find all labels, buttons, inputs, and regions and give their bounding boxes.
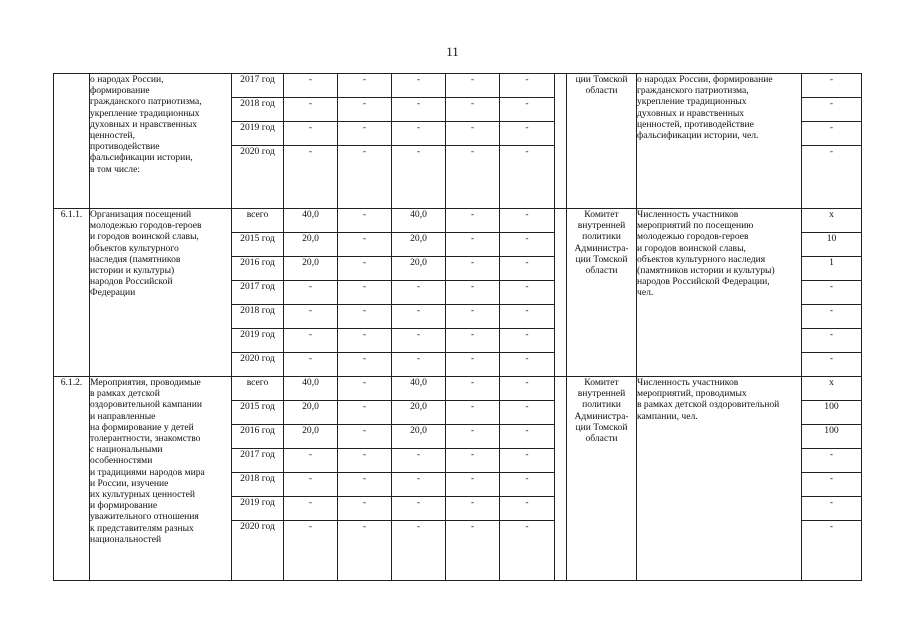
period-cell: 2018 год <box>232 473 284 497</box>
period-cell: 2016 год <box>232 425 284 449</box>
funding-regional-cell: - <box>392 353 446 377</box>
funding-regional-cell: 20,0 <box>392 425 446 449</box>
funding-total-cell: - <box>284 473 338 497</box>
funding-regional-cell: - <box>392 146 446 209</box>
funding-total-cell: - <box>284 329 338 353</box>
funding-regional-cell: - <box>392 281 446 305</box>
indicator-value-cell: - <box>802 74 862 98</box>
funding-regional-cell: - <box>392 74 446 98</box>
funding-extra-cell: - <box>500 74 555 98</box>
funding-extra-cell: - <box>500 353 555 377</box>
indicator-value-cell: 100 <box>802 425 862 449</box>
funding-extra-cell: - <box>500 281 555 305</box>
funding-extra-cell: - <box>500 401 555 425</box>
indicator-value-cell: - <box>802 122 862 146</box>
funding-local-cell: - <box>446 449 500 473</box>
funding-extra-cell: - <box>500 473 555 497</box>
funding-local-cell: - <box>446 98 500 122</box>
funding-extra-cell: - <box>500 377 555 401</box>
funding-local-cell: - <box>446 521 500 581</box>
funding-federal-cell: - <box>338 74 392 98</box>
funding-local-cell: - <box>446 281 500 305</box>
period-cell: 2018 год <box>232 305 284 329</box>
funding-local-cell: - <box>446 305 500 329</box>
funding-total-cell: 20,0 <box>284 425 338 449</box>
funding-regional-cell: - <box>392 329 446 353</box>
funding-regional-cell: 40,0 <box>392 209 446 233</box>
executor-cell: Комитет внутренней политики Администра- ции Томской области <box>567 377 637 581</box>
funding-extra-cell: - <box>500 209 555 233</box>
funding-federal-cell: - <box>338 497 392 521</box>
indicator-value-cell: - <box>802 98 862 122</box>
period-cell: 2018 год <box>232 98 284 122</box>
funding-local-cell: - <box>446 401 500 425</box>
indicator-value-cell: 1 <box>802 257 862 281</box>
indicator-cell: Численность участников мероприятий, проводимых в рамках детской оздоровительной кампании, чел. <box>637 377 802 581</box>
indicator-value-cell: х <box>802 209 862 233</box>
funding-total-cell: - <box>284 305 338 329</box>
funding-total-cell: - <box>284 521 338 581</box>
funding-local-cell: - <box>446 329 500 353</box>
funding-local-cell: - <box>446 233 500 257</box>
funding-total-cell: 40,0 <box>284 377 338 401</box>
indicator-value-cell: - <box>802 449 862 473</box>
spacer-cell <box>555 74 567 209</box>
funding-federal-cell: - <box>338 233 392 257</box>
period-cell: 2016 год <box>232 257 284 281</box>
funding-local-cell: - <box>446 209 500 233</box>
spacer-cell <box>555 209 567 377</box>
table-row <box>54 377 862 401</box>
period-cell: 2020 год <box>232 146 284 209</box>
indicator-value-cell: х <box>802 377 862 401</box>
funding-regional-cell: - <box>392 98 446 122</box>
spacer-cell <box>555 377 567 581</box>
indicator-cell: о народах России, формирование гражданского патриотизма, укрепление традиционных духовных и нравственных ценностей, противодействие фальсификации истории, чел. <box>637 74 802 209</box>
funding-local-cell: - <box>446 425 500 449</box>
period-cell: 2017 год <box>232 74 284 98</box>
funding-total-cell: - <box>284 74 338 98</box>
funding-extra-cell: - <box>500 257 555 281</box>
funding-local-cell: - <box>446 257 500 281</box>
funding-extra-cell: - <box>500 521 555 581</box>
funding-extra-cell: - <box>500 146 555 209</box>
funding-extra-cell: - <box>500 329 555 353</box>
funding-total-cell: - <box>284 281 338 305</box>
indicator-value-cell: - <box>802 521 862 581</box>
funding-federal-cell: - <box>338 425 392 449</box>
indicator-value-cell: - <box>802 329 862 353</box>
funding-extra-cell: - <box>500 98 555 122</box>
period-cell: всего <box>232 377 284 401</box>
indicator-value-cell: - <box>802 497 862 521</box>
funding-federal-cell: - <box>338 305 392 329</box>
period-cell: 2020 год <box>232 353 284 377</box>
period-cell: 2019 год <box>232 497 284 521</box>
funding-total-cell: - <box>284 122 338 146</box>
item-code: 6.1.1. <box>54 209 90 377</box>
funding-total-cell: - <box>284 98 338 122</box>
indicator-value-cell: - <box>802 353 862 377</box>
item-code <box>54 74 90 209</box>
indicator-value-cell: - <box>802 281 862 305</box>
funding-federal-cell: - <box>338 473 392 497</box>
funding-local-cell: - <box>446 377 500 401</box>
funding-regional-cell: 20,0 <box>392 257 446 281</box>
table-row <box>54 74 862 98</box>
period-cell: 2015 год <box>232 401 284 425</box>
funding-local-cell: - <box>446 146 500 209</box>
funding-federal-cell: - <box>338 281 392 305</box>
funding-total-cell: 20,0 <box>284 233 338 257</box>
indicator-value-cell: - <box>802 146 862 209</box>
funding-extra-cell: - <box>500 497 555 521</box>
item-code: 6.1.2. <box>54 377 90 581</box>
funding-total-cell: 20,0 <box>284 401 338 425</box>
funding-total-cell: - <box>284 497 338 521</box>
funding-regional-cell: 40,0 <box>392 377 446 401</box>
indicator-value-cell: 100 <box>802 401 862 425</box>
funding-federal-cell: - <box>338 122 392 146</box>
period-cell: 2015 год <box>232 233 284 257</box>
funding-federal-cell: - <box>338 521 392 581</box>
funding-total-cell: - <box>284 353 338 377</box>
period-cell: 2020 год <box>232 521 284 581</box>
period-cell: 2019 год <box>232 122 284 146</box>
indicator-value-cell: - <box>802 473 862 497</box>
period-cell: 2017 год <box>232 449 284 473</box>
funding-regional-cell: 20,0 <box>392 233 446 257</box>
period-cell: 2019 год <box>232 329 284 353</box>
funding-extra-cell: - <box>500 233 555 257</box>
program-table <box>53 73 862 581</box>
funding-regional-cell: - <box>392 122 446 146</box>
funding-federal-cell: - <box>338 98 392 122</box>
funding-extra-cell: - <box>500 122 555 146</box>
funding-federal-cell: - <box>338 146 392 209</box>
table-row <box>54 209 862 233</box>
funding-federal-cell: - <box>338 449 392 473</box>
page-number: 11 <box>446 44 459 59</box>
funding-total-cell: 40,0 <box>284 209 338 233</box>
funding-extra-cell: - <box>500 305 555 329</box>
funding-regional-cell: - <box>392 521 446 581</box>
funding-federal-cell: - <box>338 209 392 233</box>
funding-extra-cell: - <box>500 425 555 449</box>
funding-regional-cell: - <box>392 305 446 329</box>
executor-cell: ции Томской области <box>567 74 637 209</box>
item-name: Организация посещений молодежью городов-героев и городов воинской славы, объектов культурного наследия (памятников истории и культуры) народов Российской Федерации <box>90 209 232 377</box>
funding-regional-cell: 20,0 <box>392 401 446 425</box>
funding-local-cell: - <box>446 473 500 497</box>
item-name: о народах России, формирование гражданского патриотизма, укрепление традиционных духовных и нравственных ценностей, противодействие фальсификации истории, в том числе: <box>90 74 232 209</box>
funding-total-cell: 20,0 <box>284 257 338 281</box>
period-cell: 2017 год <box>232 281 284 305</box>
funding-extra-cell: - <box>500 449 555 473</box>
funding-federal-cell: - <box>338 353 392 377</box>
funding-local-cell: - <box>446 74 500 98</box>
funding-local-cell: - <box>446 353 500 377</box>
funding-total-cell: - <box>284 449 338 473</box>
indicator-cell: Численность участников мероприятий по посещению молодежью городов-героев и городов воинской славы, объектов культурного наследия (памятников истории и культуры) народов Российской Федерации, чел. <box>637 209 802 377</box>
funding-regional-cell: - <box>392 449 446 473</box>
funding-federal-cell: - <box>338 257 392 281</box>
funding-regional-cell: - <box>392 473 446 497</box>
executor-cell: Комитет внутренней политики Администра- ции Томской области <box>567 209 637 377</box>
funding-total-cell: - <box>284 146 338 209</box>
funding-local-cell: - <box>446 122 500 146</box>
indicator-value-cell: 10 <box>802 233 862 257</box>
item-name: Мероприятия, проводимые в рамках детской оздоровительной кампании и направленные на формирование у детей толерантности, знакомство с национальными особенностями и традициями народов мира и России, изучение их культурных ценностей и формирование уважительного отношения к представителям разных национальностей <box>90 377 232 581</box>
indicator-value-cell: - <box>802 305 862 329</box>
period-cell: всего <box>232 209 284 233</box>
funding-local-cell: - <box>446 497 500 521</box>
funding-federal-cell: - <box>338 401 392 425</box>
funding-federal-cell: - <box>338 377 392 401</box>
funding-federal-cell: - <box>338 329 392 353</box>
funding-regional-cell: - <box>392 497 446 521</box>
